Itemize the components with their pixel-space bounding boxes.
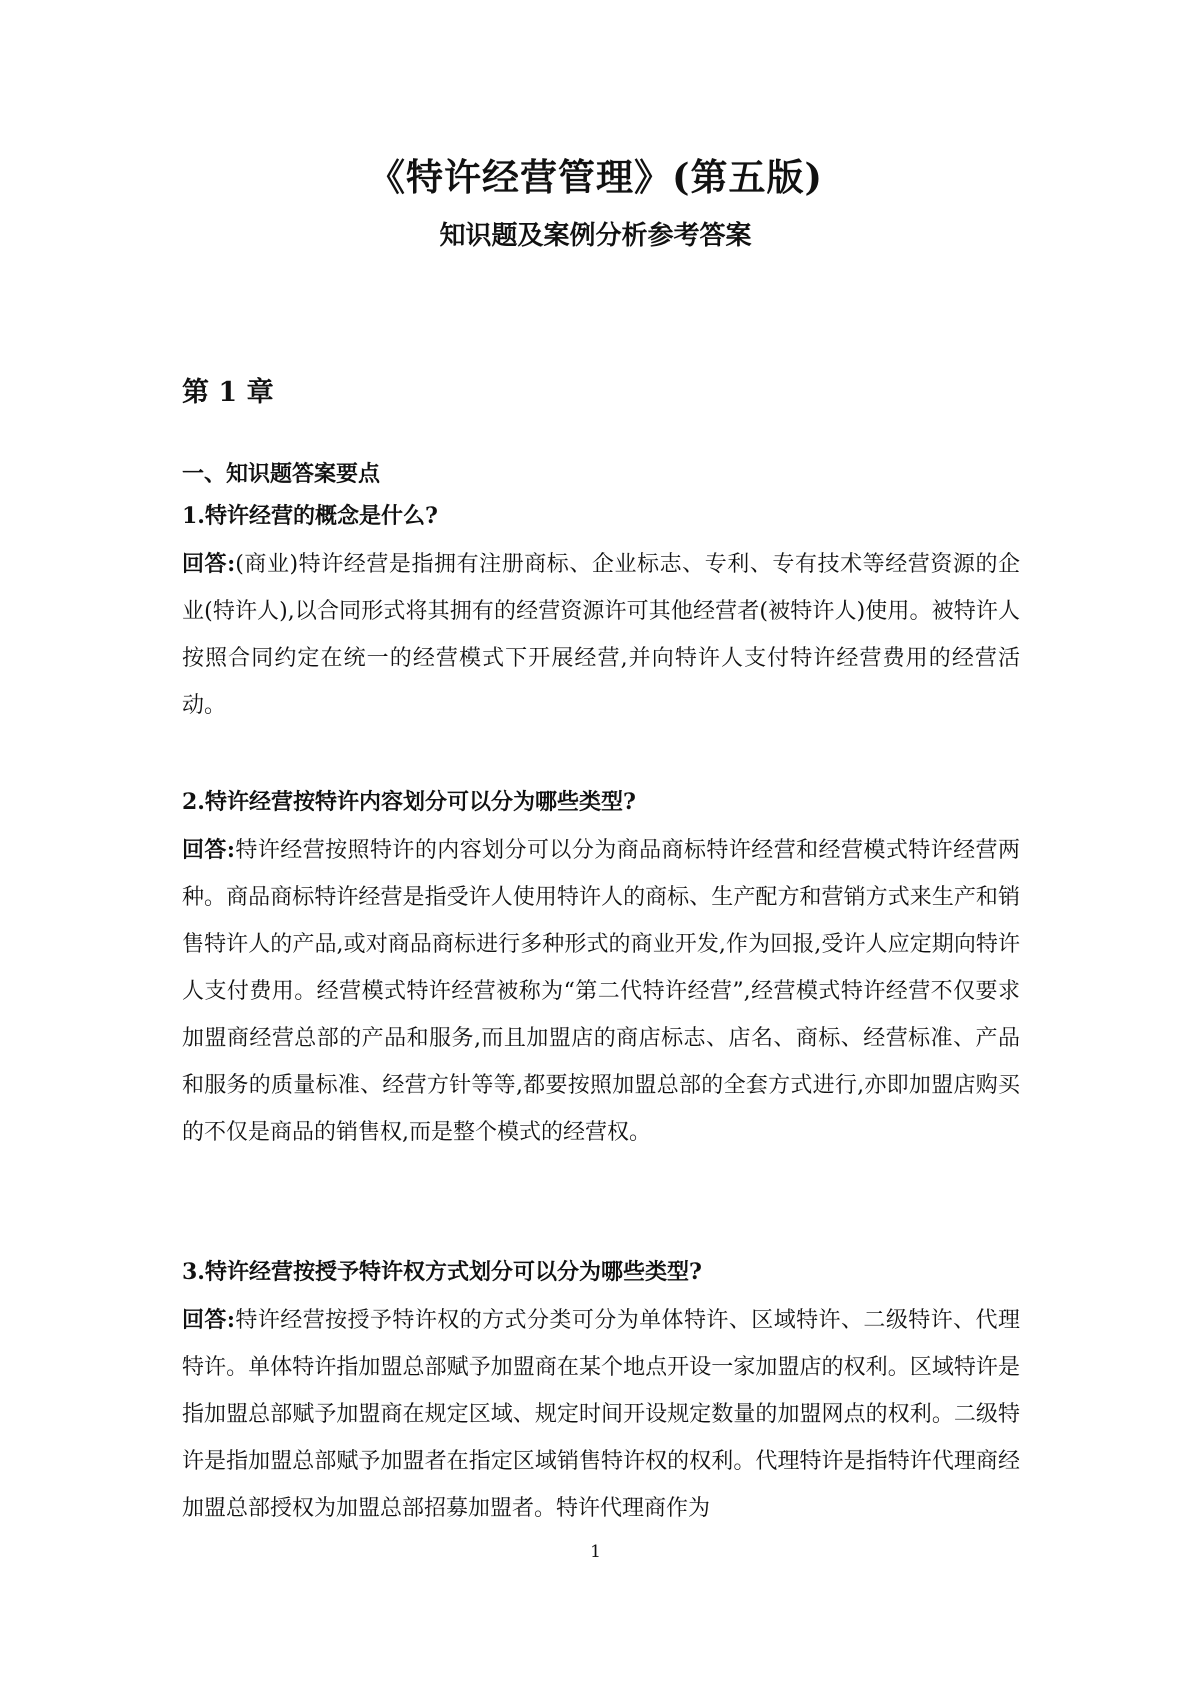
- answer-3: [182, 1297, 1020, 1532]
- question-block-2: [182, 787, 1020, 1156]
- document-subtitle: 知识题及案例分析参考答案: [439, 221, 752, 251]
- answer-text-3: 特许经营按授予特许权的方式分类可分为单体特许、区域特许、二级特许、代理特许。单体特许指加盟总部赋予加盟商在某个地点开设一家加盟店的权利。区域特许是指加盟总部赋予加盟商在规定区域、规定时间开设规定数量的加盟网点的权利。二级特许是指加盟总部赋予加盟者在指定区域销售特许权的权利。代理特许是指特许代理商经加盟总部授权为加盟总部招募加盟者。特许代理商作为: [182, 1308, 1020, 1521]
- answer-label-1: 回答:: [182, 551, 236, 577]
- answer-label-3: 回答:: [182, 1307, 235, 1333]
- section-heading: 一、知识题答案要点: [182, 461, 381, 487]
- answer-1: [182, 541, 1020, 729]
- question-block-3: [182, 1257, 1020, 1532]
- answer-text-1: (商业)特许经营是指拥有注册商标、企业标志、专利、专有技术等经营资源的企业(特许人),以合同形式将其拥有的经营资源许可其他经营者(被特许人)使用。被特许人按照合同约定在统一的经营模式下开展经营,并向特许人支付特许经营费用的经营活动。: [182, 552, 1021, 718]
- question-1: 1.特许经营的概念是什么?: [182, 503, 438, 529]
- question-3: 3.特许经营按授予特许权方式划分可以分为哪些类型?: [182, 1259, 702, 1285]
- answer-text-2: 特许经营按照特许的内容划分可以分为商品商标特许经营和经营模式特许经营两种。商品商标特许经营是指受许人使用特许人的商标、生产配方和营销方式来生产和销售特许人的产品,或对商品商标进行多种形式的商业开发,作为回报,受许人应定期向特许人支付费用。经营模式特许经营被称为“第二代特许经营”,经营模式特许经营不仅要求加盟商经营总部的产品和服务,而且加盟店的商店标志、店名、商标、经营标准、产品和服务的质量标准、经营方针等等,都要按照加盟总部的全套方式进行,亦即加盟店购买的不仅是商品的销售权,而是整个模式的经营权。: [182, 838, 1020, 1145]
- question-2: 2.特许经营按特许内容划分可以分为哪些类型?: [182, 789, 636, 815]
- question-block-1: [182, 501, 1020, 729]
- answer-2: [182, 827, 1020, 1156]
- chapter-heading: 第 1 章: [182, 377, 274, 408]
- document-title: 《特许经营管理》(第五版): [367, 155, 823, 199]
- answer-label-2: 回答:: [182, 837, 235, 863]
- page-number: 1: [590, 1542, 601, 1562]
